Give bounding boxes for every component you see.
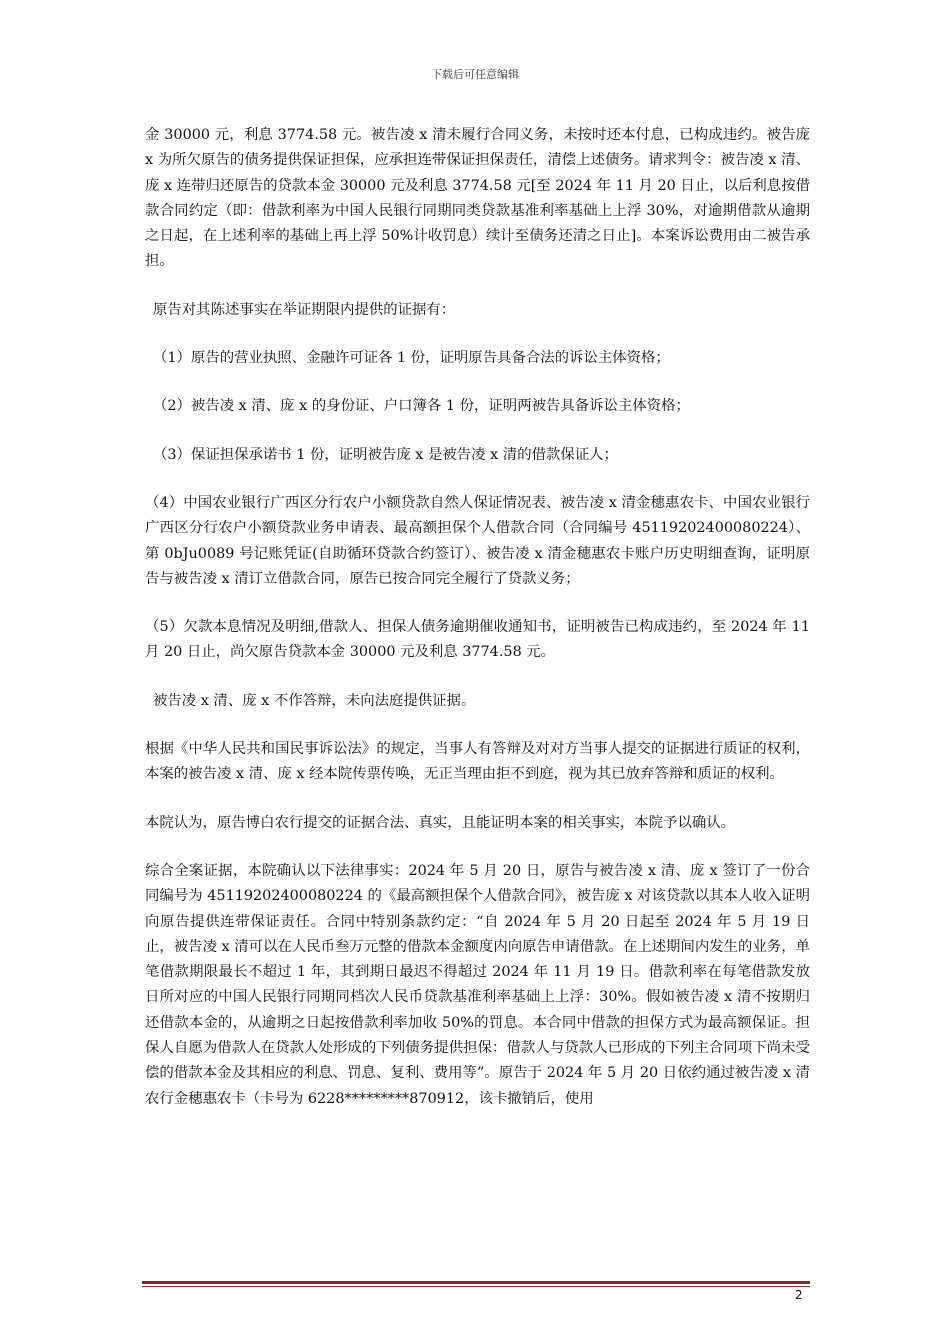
paragraph-evidence-4: （4）中国农业银行广西区分行农户小额贷款自然人保证情况表、被告凌 x 清金穗惠农卡、中国农业银行广西区分行农户小额贷款业务申请表、最高额担保个人借款合同（合同编号 45119202400080224）、第 0bJu0089 号记账凭证(自助循环贷款合约签订）、被告凌 x 清金穗惠农卡账户历史明细查询，证明原告与被告凌 x 清订立借款合同，原告已按合同完全履行了贷款义务； (145, 494, 810, 587)
paragraph-court-finds: 本院认为，原告博白农行提交的证据合法、真实，且能证明本案的相关事实，本院予以确认。 (145, 814, 736, 831)
footer-rule (142, 1281, 810, 1284)
paragraph-evidence-1: （1）原告的营业执照、金融许可证各 1 份，证明原告具备合法的诉讼主体资格； (153, 350, 670, 367)
paragraph-evidence-intro: 原告对其陈述事实在举证期限内提供的证据有： (153, 301, 456, 318)
paragraph-law: 根据《中华人民共和国民事诉讼法》的规定，当事人有答辩及对对方当事人提交的证据进行质证的权利，本案的被告凌 x 清、庞 x 经本院传票传唤，无正当理由拒不到庭，视为其已放弃答辩和质证的权利。 (145, 741, 810, 783)
paragraph-no-defense: 被告凌 x 清、庞 x 不作答辩，未向法庭提供证据。 (153, 692, 476, 709)
paragraph-evidence-3: （3）保证担保承诺书 1 份，证明被告庞 x 是被告凌 x 清的借款保证人； (153, 446, 618, 463)
paragraph-facts: 综合全案证据，本院确认以下法律事实：2024 年 5 月 20 日，原告与被告凌 x 清、庞 x 签订了一份合同编号为 45119202400080224 的《最高额担保个人借款合同》，被告庞 x 对该贷款以其本人收入证明向原告提供连带保证责任。合同中特别条款约定：“自 2024 年 5 月 20 日起至 2024 年 5 月 19 日止，被告凌 x 清可以在人民币叁万元整的借款本金额度内向原告申请借款。在上述期间内发生的业务，单笔借款期限最长不超过 1 年，其到期日最迟不得超过 2024 年 11 月 19 日。借款利率在每笔借款发放日所对应的中国人民银行同期同档次人民币贷款基准利率基础上上浮：30%。假如被告凌 x 清不按期归还借款本金的，从逾期之日起按借款利率加收 50%的罚息。本合同中借款的担保方式为最高额保证。担保人自愿为借款人在贷款人处形成的下列债务提供担保：借款人与贷款人已形成的下列主合同项下尚未受偿的借款本金及其相应的利息、罚息、复利、费用等”。原告于 2024 年 5 月 20 日依约通过被告凌 x 清农行金穗惠农卡（卡号为 6228*********870912，该卡撤销后，使用 (145, 862, 810, 1107)
paragraph-claim: 金 30000 元，利息 3774.58 元。被告凌 x 清未履行合同义务，未按时还本付息，已构成违约。被告庞 x 为所欠原告的债务提供保证担保，应承担连带保证担保责任，清偿上述债务。请求判令：被告凌 x 清、庞 x 连带归还原告的贷款本金 30000 元及利息 3774.58 元[至 2024 年 11 月 20 日止，以后利息按借款合同约定（即：借款利率为中国人民银行同期同类贷款基准利率基础上上浮 30%，对逾期借款从逾期之日起，在上述利率的基础上再上浮 50%计收罚息）续计至债务还清之日止]。本案诉讼费用由二被告承担。 (145, 127, 810, 270)
footer-rule-thin (142, 1286, 810, 1287)
page-header: 下载后可任意编辑 (431, 68, 519, 81)
document-body (145, 123, 810, 1112)
page-number: 2 (795, 1288, 803, 1302)
paragraph-evidence-5: （5）欠款本息情况及明细,借款人、担保人债务逾期催收通知书，证明被告已构成违约，至 2024 年 11 月 20 日止，尚欠原告贷款本金 30000 元及利息 3774.58 元。 (145, 619, 810, 661)
paragraph-evidence-2: （2）被告凌 x 清、庞 x 的身份证、户口簿各 1 份，证明两被告具备诉讼主体资格； (153, 398, 690, 415)
